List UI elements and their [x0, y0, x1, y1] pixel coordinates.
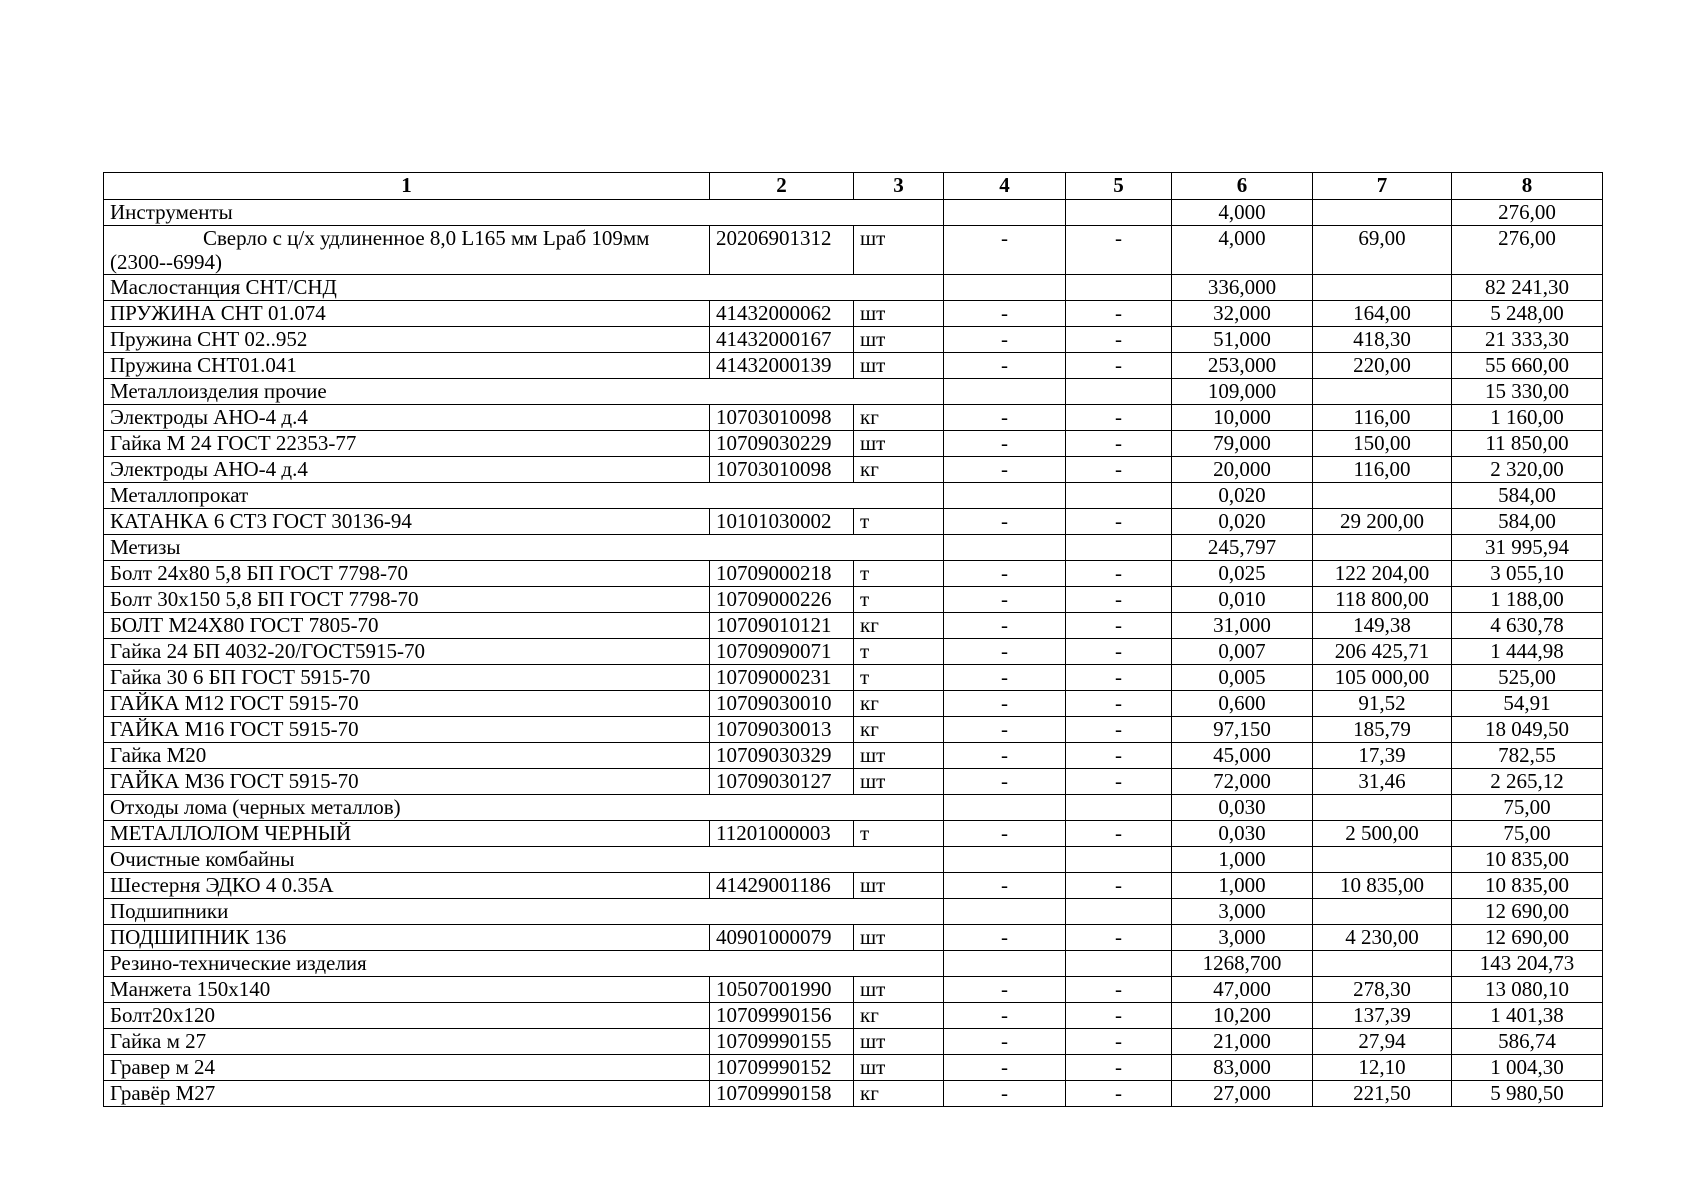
unit-cell: шт: [854, 1055, 944, 1081]
col5-cell: -: [1066, 431, 1172, 457]
item-code-cell: 40901000079: [710, 925, 854, 951]
sum-cell: 1 188,00: [1452, 587, 1603, 613]
header-col-2: 2: [710, 173, 854, 200]
price-cell: 221,50: [1313, 1081, 1452, 1107]
item-row: [104, 405, 1603, 431]
quantity-cell: 97,150: [1172, 717, 1313, 743]
sum-cell: 31 995,94: [1452, 535, 1603, 561]
item-name-cell: ПРУЖИНА СНТ 01.074: [104, 301, 710, 327]
col5-cell: -: [1066, 1029, 1172, 1055]
unit-cell: кг: [854, 1003, 944, 1029]
group-name-cell: Подшипники: [104, 899, 944, 925]
price-cell: 12,10: [1313, 1055, 1452, 1081]
col5-cell: -: [1066, 613, 1172, 639]
item-name-cell: Шестерня ЭДКО 4 0.35А: [104, 873, 710, 899]
col5-cell: -: [1066, 717, 1172, 743]
item-row: [104, 743, 1603, 769]
col5-cell: -: [1066, 691, 1172, 717]
unit-cell: шт: [854, 226, 944, 275]
unit-cell: шт: [854, 977, 944, 1003]
quantity-cell: 21,000: [1172, 1029, 1313, 1055]
item-row: [104, 925, 1603, 951]
header-col-7: 7: [1313, 173, 1452, 200]
empty-cell: [1313, 951, 1452, 977]
col5-cell: -: [1066, 587, 1172, 613]
col5-cell: -: [1066, 405, 1172, 431]
item-code-cell: 20206901312: [710, 226, 854, 275]
quantity-cell: 20,000: [1172, 457, 1313, 483]
quantity-cell: 109,000: [1172, 379, 1313, 405]
col5-cell: -: [1066, 226, 1172, 275]
item-row: [104, 691, 1603, 717]
col4-cell: -: [944, 1003, 1066, 1029]
item-row: [104, 639, 1603, 665]
item-row: [104, 665, 1603, 691]
item-row: [104, 431, 1603, 457]
quantity-cell: 1,000: [1172, 873, 1313, 899]
item-name-cell: Гравёр М27: [104, 1081, 710, 1107]
sum-cell: 5 248,00: [1452, 301, 1603, 327]
unit-cell: т: [854, 509, 944, 535]
col4-cell: -: [944, 509, 1066, 535]
sum-cell: 13 080,10: [1452, 977, 1603, 1003]
quantity-cell: 83,000: [1172, 1055, 1313, 1081]
unit-cell: т: [854, 821, 944, 847]
sum-cell: 1 160,00: [1452, 405, 1603, 431]
item-code-cell: 10703010098: [710, 405, 854, 431]
item-name-cell: Пружина СНТ 02..952: [104, 327, 710, 353]
item-code-cell: 10709000218: [710, 561, 854, 587]
col4-cell: -: [944, 639, 1066, 665]
item-code-cell: 41432000167: [710, 327, 854, 353]
unit-cell: шт: [854, 925, 944, 951]
quantity-cell: 47,000: [1172, 977, 1313, 1003]
sum-cell: 2 320,00: [1452, 457, 1603, 483]
item-name-cell: ПОДШИПНИК 136: [104, 925, 710, 951]
col4-cell: -: [944, 561, 1066, 587]
col4-cell: -: [944, 587, 1066, 613]
header-col-3: 3: [854, 173, 944, 200]
item-code-cell: 10101030002: [710, 509, 854, 535]
group-row: [104, 951, 1603, 977]
quantity-cell: 4,000: [1172, 200, 1313, 226]
quantity-cell: 51,000: [1172, 327, 1313, 353]
quantity-cell: 336,000: [1172, 275, 1313, 301]
sum-cell: 586,74: [1452, 1029, 1603, 1055]
col4-cell: -: [944, 457, 1066, 483]
empty-cell: [1313, 275, 1452, 301]
sum-cell: 276,00: [1452, 226, 1603, 275]
group-row: [104, 535, 1603, 561]
price-cell: 220,00: [1313, 353, 1452, 379]
item-code-cell: 41432000139: [710, 353, 854, 379]
empty-cell: [1066, 275, 1172, 301]
empty-cell: [944, 275, 1066, 301]
item-row: [104, 613, 1603, 639]
unit-cell: кг: [854, 457, 944, 483]
table-body: [104, 200, 1603, 1107]
unit-cell: шт: [854, 353, 944, 379]
item-name-cell: Гайка М 24 ГОСТ 22353-77: [104, 431, 710, 457]
price-cell: 206 425,71: [1313, 639, 1452, 665]
price-cell: 29 200,00: [1313, 509, 1452, 535]
col5-cell: -: [1066, 457, 1172, 483]
item-code-cell: 10709030229: [710, 431, 854, 457]
empty-cell: [944, 483, 1066, 509]
item-code-cell: 10709030329: [710, 743, 854, 769]
col4-cell: -: [944, 613, 1066, 639]
quantity-cell: 72,000: [1172, 769, 1313, 795]
col5-cell: -: [1066, 1081, 1172, 1107]
unit-cell: шт: [854, 743, 944, 769]
col4-cell: -: [944, 226, 1066, 275]
item-code-cell: 41429001186: [710, 873, 854, 899]
sum-cell: 15 330,00: [1452, 379, 1603, 405]
price-cell: 27,94: [1313, 1029, 1452, 1055]
col4-cell: -: [944, 327, 1066, 353]
unit-cell: кг: [854, 405, 944, 431]
col5-cell: -: [1066, 509, 1172, 535]
price-cell: 118 800,00: [1313, 587, 1452, 613]
empty-cell: [1066, 795, 1172, 821]
item-code-cell: 41432000062: [710, 301, 854, 327]
group-row: [104, 379, 1603, 405]
empty-cell: [1313, 379, 1452, 405]
price-cell: 418,30: [1313, 327, 1452, 353]
header-row: [104, 173, 1603, 200]
sum-cell: 10 835,00: [1452, 873, 1603, 899]
item-row: [104, 769, 1603, 795]
price-cell: 278,30: [1313, 977, 1452, 1003]
unit-cell: шт: [854, 1029, 944, 1055]
item-name-cell: Электроды АНО-4 д.4: [104, 405, 710, 431]
col4-cell: -: [944, 405, 1066, 431]
item-row: [104, 587, 1603, 613]
price-cell: 2 500,00: [1313, 821, 1452, 847]
empty-cell: [944, 951, 1066, 977]
price-cell: 17,39: [1313, 743, 1452, 769]
unit-cell: кг: [854, 717, 944, 743]
item-name-cell: ГАЙКА М36 ГОСТ 5915-70: [104, 769, 710, 795]
quantity-cell: 27,000: [1172, 1081, 1313, 1107]
item-name-cell: Болт 30х150 5,8 БП ГОСТ 7798-70: [104, 587, 710, 613]
empty-cell: [1066, 483, 1172, 509]
item-row: [104, 327, 1603, 353]
col5-cell: -: [1066, 1003, 1172, 1029]
empty-cell: [1066, 379, 1172, 405]
header-col-8: 8: [1452, 173, 1603, 200]
group-name-cell: Отходы лома (черных металлов): [104, 795, 944, 821]
sum-cell: 143 204,73: [1452, 951, 1603, 977]
unit-cell: шт: [854, 301, 944, 327]
empty-cell: [944, 535, 1066, 561]
quantity-cell: 1,000: [1172, 847, 1313, 873]
quantity-cell: 253,000: [1172, 353, 1313, 379]
price-cell: 116,00: [1313, 457, 1452, 483]
item-code-cell: 10703010098: [710, 457, 854, 483]
group-row: [104, 899, 1603, 925]
group-name-cell: Металлопрокат: [104, 483, 944, 509]
quantity-cell: 0,030: [1172, 795, 1313, 821]
empty-cell: [944, 200, 1066, 226]
quantity-cell: 245,797: [1172, 535, 1313, 561]
item-code-cell: 10709030127: [710, 769, 854, 795]
price-cell: 122 204,00: [1313, 561, 1452, 587]
unit-cell: шт: [854, 769, 944, 795]
quantity-cell: 4,000: [1172, 226, 1313, 275]
empty-cell: [1066, 899, 1172, 925]
item-name-cell: МЕТАЛЛОЛОМ ЧЕРНЫЙ: [104, 821, 710, 847]
item-name-cell: Электроды АНО-4 д.4: [104, 457, 710, 483]
sum-cell: 4 630,78: [1452, 613, 1603, 639]
col5-cell: -: [1066, 301, 1172, 327]
sum-cell: 12 690,00: [1452, 925, 1603, 951]
sum-cell: 525,00: [1452, 665, 1603, 691]
item-row: [104, 717, 1603, 743]
empty-cell: [1066, 200, 1172, 226]
item-row: [104, 561, 1603, 587]
col4-cell: -: [944, 353, 1066, 379]
item-row: [104, 509, 1603, 535]
col4-cell: -: [944, 431, 1066, 457]
empty-cell: [1313, 899, 1452, 925]
sum-cell: 3 055,10: [1452, 561, 1603, 587]
item-name-cell: Гайка 30 6 БП ГОСТ 5915-70: [104, 665, 710, 691]
empty-cell: [944, 795, 1066, 821]
empty-cell: [1313, 535, 1452, 561]
col5-cell: -: [1066, 821, 1172, 847]
quantity-cell: 0,005: [1172, 665, 1313, 691]
item-code-cell: 10709990158: [710, 1081, 854, 1107]
quantity-cell: 0,025: [1172, 561, 1313, 587]
col5-cell: -: [1066, 639, 1172, 665]
sum-cell: 5 980,50: [1452, 1081, 1603, 1107]
quantity-cell: 0,020: [1172, 509, 1313, 535]
header-col-5: 5: [1066, 173, 1172, 200]
price-cell: 149,38: [1313, 613, 1452, 639]
col5-cell: -: [1066, 873, 1172, 899]
quantity-cell: 0,030: [1172, 821, 1313, 847]
unit-cell: т: [854, 561, 944, 587]
sum-cell: 584,00: [1452, 509, 1603, 535]
price-cell: 10 835,00: [1313, 873, 1452, 899]
header-col-6: 6: [1172, 173, 1313, 200]
col4-cell: -: [944, 1029, 1066, 1055]
group-row: [104, 200, 1603, 226]
quantity-cell: 45,000: [1172, 743, 1313, 769]
sum-cell: 21 333,30: [1452, 327, 1603, 353]
group-row: [104, 275, 1603, 301]
col5-cell: -: [1066, 769, 1172, 795]
empty-cell: [1313, 483, 1452, 509]
item-name-cell: Сверло с ц/х удлиненное 8,0 L165 мм Lраб 109мм (2300--6994): [104, 226, 710, 275]
col4-cell: -: [944, 665, 1066, 691]
col4-cell: -: [944, 821, 1066, 847]
group-name-cell: Резино-технические изделия: [104, 951, 944, 977]
col5-cell: -: [1066, 665, 1172, 691]
item-row: [104, 457, 1603, 483]
quantity-cell: 0,600: [1172, 691, 1313, 717]
group-name-cell: Очистные комбайны: [104, 847, 944, 873]
empty-cell: [944, 899, 1066, 925]
item-row: [104, 301, 1603, 327]
sum-cell: 18 049,50: [1452, 717, 1603, 743]
group-name-cell: Метизы: [104, 535, 944, 561]
price-cell: 69,00: [1313, 226, 1452, 275]
item-row: [104, 1003, 1603, 1029]
col4-cell: -: [944, 769, 1066, 795]
item-row: [104, 226, 1603, 275]
unit-cell: кг: [854, 1081, 944, 1107]
empty-cell: [1066, 847, 1172, 873]
price-cell: 137,39: [1313, 1003, 1452, 1029]
quantity-cell: 10,200: [1172, 1003, 1313, 1029]
quantity-cell: 0,007: [1172, 639, 1313, 665]
quantity-cell: 10,000: [1172, 405, 1313, 431]
item-name-cell: ГАЙКА М12 ГОСТ 5915-70: [104, 691, 710, 717]
item-code-cell: 11201000003: [710, 821, 854, 847]
price-cell: 91,52: [1313, 691, 1452, 717]
header-col-4: 4: [944, 173, 1066, 200]
item-row: [104, 821, 1603, 847]
empty-cell: [944, 379, 1066, 405]
item-row: [104, 1055, 1603, 1081]
unit-cell: т: [854, 665, 944, 691]
unit-cell: кг: [854, 691, 944, 717]
unit-cell: т: [854, 587, 944, 613]
item-name-cell: Гайка М20: [104, 743, 710, 769]
empty-cell: [1313, 795, 1452, 821]
col4-cell: -: [944, 1081, 1066, 1107]
item-name-cell: БОЛТ М24Х80 ГОСТ 7805-70: [104, 613, 710, 639]
sum-cell: 12 690,00: [1452, 899, 1603, 925]
unit-cell: шт: [854, 327, 944, 353]
sum-cell: 276,00: [1452, 200, 1603, 226]
sum-cell: 75,00: [1452, 795, 1603, 821]
sum-cell: 10 835,00: [1452, 847, 1603, 873]
unit-cell: т: [854, 639, 944, 665]
col4-cell: -: [944, 717, 1066, 743]
group-name-cell: Инструменты: [104, 200, 944, 226]
sum-cell: 54,91: [1452, 691, 1603, 717]
group-row: [104, 847, 1603, 873]
col5-cell: -: [1066, 977, 1172, 1003]
price-cell: 4 230,00: [1313, 925, 1452, 951]
item-code-cell: 10709030013: [710, 717, 854, 743]
sum-cell: 1 401,38: [1452, 1003, 1603, 1029]
col5-cell: -: [1066, 561, 1172, 587]
col4-cell: -: [944, 977, 1066, 1003]
group-name-cell: Маслостанция СНТ/СНД: [104, 275, 944, 301]
item-name-cell: Гравер м 24: [104, 1055, 710, 1081]
quantity-cell: 3,000: [1172, 925, 1313, 951]
empty-cell: [1313, 847, 1452, 873]
col4-cell: -: [944, 743, 1066, 769]
price-cell: 164,00: [1313, 301, 1452, 327]
sum-cell: 584,00: [1452, 483, 1603, 509]
item-name-cell: КАТАНКА 6 СТ3 ГОСТ 30136-94: [104, 509, 710, 535]
empty-cell: [1066, 951, 1172, 977]
item-code-cell: 10709000226: [710, 587, 854, 613]
col4-cell: -: [944, 925, 1066, 951]
item-code-cell: 10507001990: [710, 977, 854, 1003]
price-cell: 31,46: [1313, 769, 1452, 795]
group-row: [104, 795, 1603, 821]
col4-cell: -: [944, 873, 1066, 899]
sum-cell: 1 004,30: [1452, 1055, 1603, 1081]
item-name-cell: Манжета 150х140: [104, 977, 710, 1003]
price-cell: 116,00: [1313, 405, 1452, 431]
unit-cell: шт: [854, 431, 944, 457]
unit-cell: кг: [854, 613, 944, 639]
item-name-cell: Гайка 24 БП 4032-20/ГОСТ5915-70: [104, 639, 710, 665]
group-row: [104, 483, 1603, 509]
quantity-cell: 0,020: [1172, 483, 1313, 509]
item-name-cell: Болт20х120: [104, 1003, 710, 1029]
col5-cell: -: [1066, 353, 1172, 379]
item-name-cell: Гайка м 27: [104, 1029, 710, 1055]
quantity-cell: 3,000: [1172, 899, 1313, 925]
item-code-cell: 10709090071: [710, 639, 854, 665]
item-name-cell: ГАЙКА М16 ГОСТ 5915-70: [104, 717, 710, 743]
item-row: [104, 353, 1603, 379]
item-code-cell: 10709010121: [710, 613, 854, 639]
col4-cell: -: [944, 691, 1066, 717]
item-code-cell: 10709990155: [710, 1029, 854, 1055]
group-name-cell: Металлоизделия прочие: [104, 379, 944, 405]
sum-cell: 55 660,00: [1452, 353, 1603, 379]
quantity-cell: 79,000: [1172, 431, 1313, 457]
sum-cell: 782,55: [1452, 743, 1603, 769]
quantity-cell: 0,010: [1172, 587, 1313, 613]
sum-cell: 11 850,00: [1452, 431, 1603, 457]
materials-table: [103, 172, 1603, 1107]
quantity-cell: 1268,700: [1172, 951, 1313, 977]
empty-cell: [944, 847, 1066, 873]
unit-cell: шт: [854, 873, 944, 899]
price-cell: 185,79: [1313, 717, 1452, 743]
item-code-cell: 10709030010: [710, 691, 854, 717]
col5-cell: -: [1066, 743, 1172, 769]
item-row: [104, 1081, 1603, 1107]
item-row: [104, 1029, 1603, 1055]
sum-cell: 75,00: [1452, 821, 1603, 847]
item-code-cell: 10709990156: [710, 1003, 854, 1029]
item-name-cell: Пружина СНТ01.041: [104, 353, 710, 379]
header-col-1: 1: [104, 173, 710, 200]
empty-cell: [1313, 200, 1452, 226]
col5-cell: -: [1066, 925, 1172, 951]
item-code-cell: 10709990152: [710, 1055, 854, 1081]
sum-cell: 2 265,12: [1452, 769, 1603, 795]
item-code-cell: 10709000231: [710, 665, 854, 691]
col5-cell: -: [1066, 1055, 1172, 1081]
item-row: [104, 977, 1603, 1003]
price-cell: 105 000,00: [1313, 665, 1452, 691]
item-name-cell: Болт 24х80 5,8 БП ГОСТ 7798-70: [104, 561, 710, 587]
empty-cell: [1066, 535, 1172, 561]
col4-cell: -: [944, 301, 1066, 327]
col5-cell: -: [1066, 327, 1172, 353]
price-cell: 150,00: [1313, 431, 1452, 457]
quantity-cell: 32,000: [1172, 301, 1313, 327]
sum-cell: 82 241,30: [1452, 275, 1603, 301]
col4-cell: -: [944, 1055, 1066, 1081]
item-row: [104, 873, 1603, 899]
sum-cell: 1 444,98: [1452, 639, 1603, 665]
quantity-cell: 31,000: [1172, 613, 1313, 639]
